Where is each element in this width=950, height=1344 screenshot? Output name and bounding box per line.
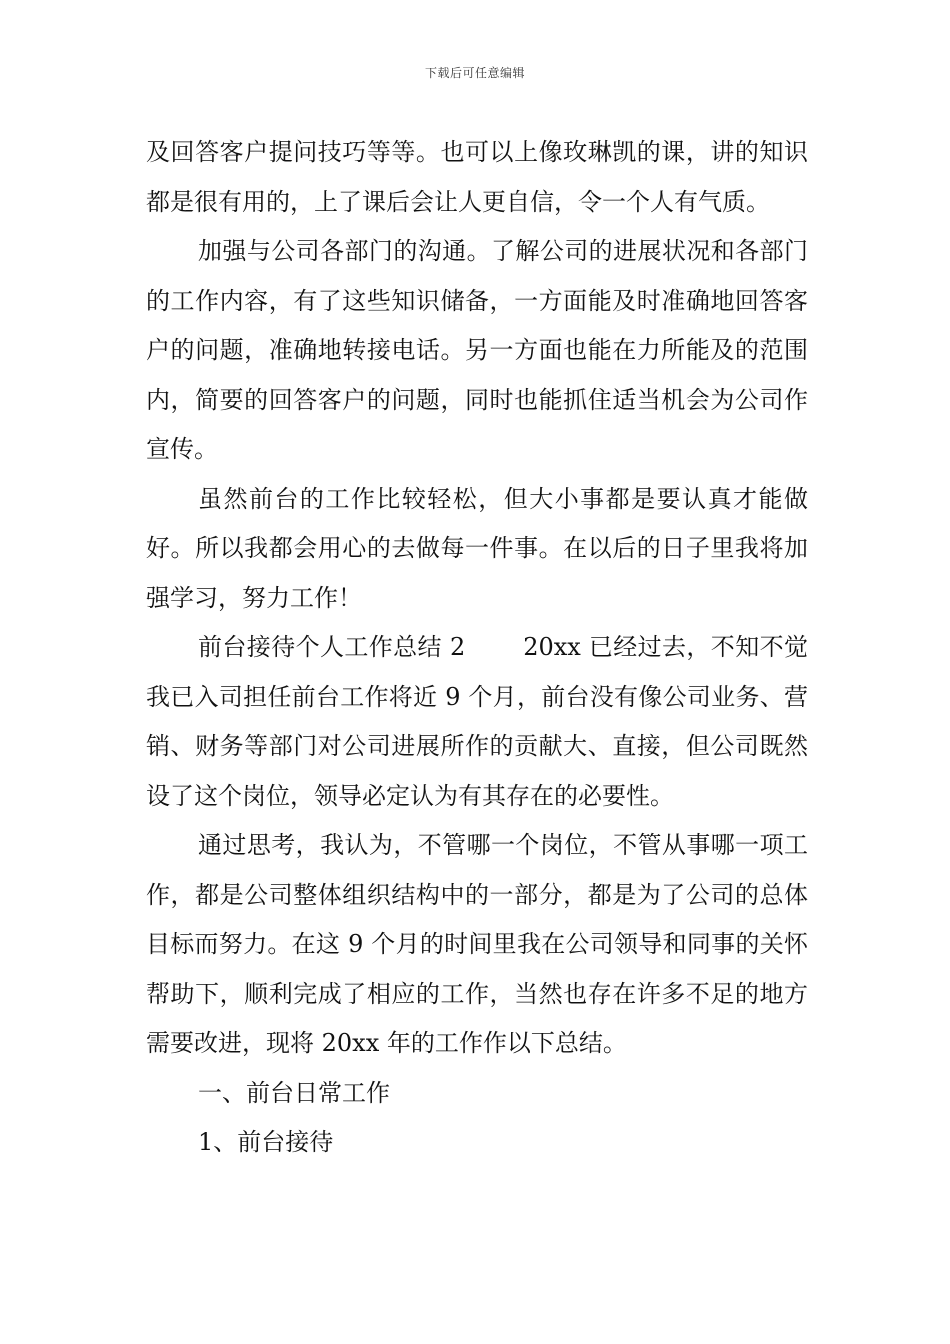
page-header: 下载后可任意编辑	[424, 66, 525, 80]
paragraph	[146, 623, 808, 821]
paragraph: 及回答客户提问技巧等等。也可以上像玫琳凯的课，讲的知识都是很有用的，上了课后会让人更自信，令一个人有气质。	[146, 138, 808, 216]
paragraph: 虽然前台的工作比较轻松，但大小事都是要认真才能做好。所以我都会用心的去做每一件事。在以后的日子里我将加强学习，努力工作！	[146, 484, 808, 612]
subsection-heading: 1、前台接待	[198, 1128, 334, 1156]
section-heading: 一、前台日常工作	[198, 1078, 390, 1107]
document-body	[146, 128, 808, 1168]
paragraph: 加强与公司各部门的沟通。了解公司的进展状况和各部门的工作内容，有了这些知识储备，一方面能及时准确地回答客户的问题，准确地转接电话。另一方面也能在力所能及的范围内，简要的回答客户的问题，同时也能抓住适当机会为公司作宣传。	[146, 237, 808, 463]
paragraph: 通过思考，我认为，不管哪一个岗位，不管从事哪一项工作，都是公司整体组织结构中的一部分，都是为了公司的总体目标而努力。在这 9 个月的时间里我在公司领导和同事的关怀帮助下，顺利完成了相应的工作，当然也存在许多不足的地方需要改进，现将 20xx 年的工作作以下总结。	[146, 831, 808, 1057]
section-heading: 前台接待个人工作总结 2	[198, 633, 466, 661]
paragraph-text: 20xx 已经过去，不知不觉我已入司担任前台工作将近 9 个月，前台没有像公司业务、营销、财务等部门对公司进展所作的贡献大、直接，但公司既然设了这个岗位，领导必定认为有其存在的必要性。	[146, 633, 808, 810]
